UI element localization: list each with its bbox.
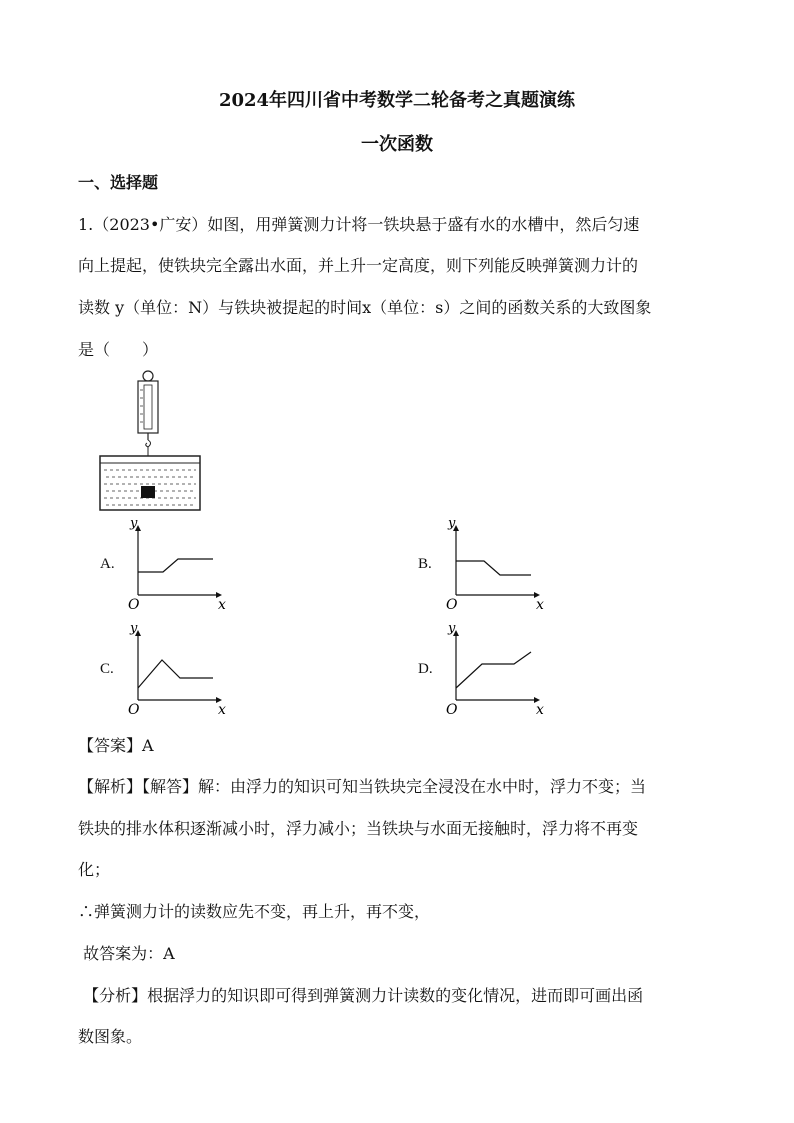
analysis-line-2: 铁块的排水体积逐渐减小时，浮力减小；当铁块与水面无接触时，浮力将不再变 [78,819,639,838]
graph-line [138,660,213,688]
analysis-line-4: ∴弹簧测力计的读数应先不变，再上升，再不变， [78,902,431,921]
page-subtitle: 一次函数 [361,134,433,155]
graph-line [456,561,531,575]
spring-scale-figure [96,366,206,512]
graph-line [138,559,213,572]
analysis-line-3: 化； [78,860,111,879]
iron-block [141,486,155,498]
option-b-label: B. [418,556,432,572]
origin-label: O [128,702,140,718]
x-label: x [218,597,226,613]
option-a-label: A. [100,556,115,572]
option-c-graph [118,622,230,718]
x-label: x [218,702,226,718]
y-label: y [448,622,456,636]
option-d-graph [436,622,548,718]
y-label: y [130,622,138,636]
x-label: x [536,597,544,613]
analysis-line-6: 【分析】根据浮力的知识即可得到弹簧测力计读数的变化情况，进而即可画出函 [78,986,644,1005]
question-line-3: 读数 y（单位：N）与铁块被提起的时间x（单位：s）之间的函数关系的大致图象 [78,298,652,317]
scale-inner [144,385,152,429]
option-c-label: C. [100,661,114,677]
x-label: x [536,702,544,718]
question-line-1: 1.（2023•广安）如图，用弹簧测力计将一铁块悬于盛有水的水槽中，然后匀速 [78,215,640,234]
analysis-line-5: 故答案为：A [78,944,175,963]
origin-label: O [446,597,458,613]
question-line-4: 是（ ） [78,340,159,359]
analysis-line-7: 数图象。 [78,1027,143,1046]
origin-label: O [446,702,458,718]
page-title: 2024年四川省中考数学二轮备考之真题演练 [218,90,576,111]
y-label: y [448,517,456,531]
answer-line: 【答案】A [78,736,154,755]
origin-label: O [128,597,140,613]
y-label: y [130,517,138,531]
option-d-label: D. [418,661,433,677]
graph-line [456,652,531,688]
water-tank [100,456,200,510]
question-line-2: 向上提起，使铁块完全露出水面，并上升一定高度，则下列能反映弹簧测力计的 [78,256,639,275]
scale-ring [143,371,153,381]
option-a-graph [118,517,230,613]
option-b-graph [436,517,548,613]
analysis-line-1: 【解析】【解答】解：由浮力的知识可知当铁块完全浸没在水中时，浮力不变；当 [78,777,647,796]
scale-hook [146,440,151,447]
section-heading: 一、选择题 [78,173,159,192]
